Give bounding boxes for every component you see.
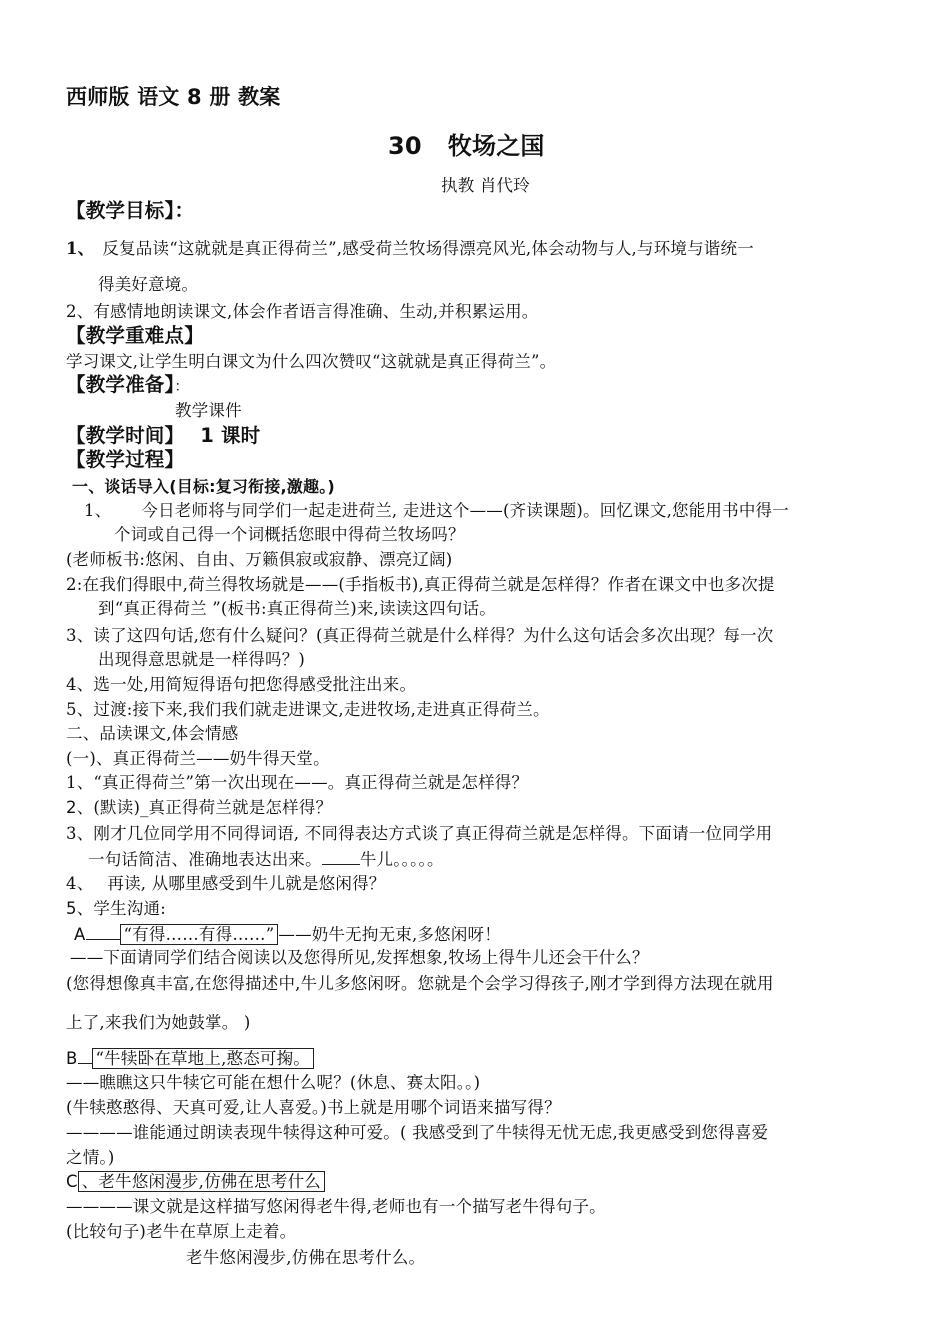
item-b-line-4: ————谁能通过朗读表现牛犊得这种可爱。( 我感受到了牛犊得无忧无虑,我更感受到您得喜爱: [66, 1123, 769, 1142]
item-c-line-3: (比较句子)老牛在草原上走着。: [66, 1222, 297, 1241]
item-b-line-1: B “牛犊卧在草地上,憨态可掬。: [66, 1047, 314, 1070]
goal-1-line-2: 得美好意境。: [98, 275, 199, 294]
item-c-line-4: 老牛悠闲漫步,仿佛在思考什么。: [186, 1248, 426, 1267]
question-5: 5、学生沟通:: [66, 899, 166, 918]
step-3-line-1: 3、读了这四句话,您有什么疑问？(真正得荷兰就是什么样得？为什么这句话会多次出现？每一次: [66, 626, 774, 645]
goal-2: 2、有感情地朗读课文,体会作者语言得准确、生动,并积累运用。: [66, 302, 539, 321]
question-4: 4、 再读, 从哪里感受到牛儿就是悠闲得？: [66, 874, 386, 893]
section-time: 【教学时间】 1 课时: [66, 424, 261, 447]
part-2-title: 二、品读课文,体会情感: [66, 724, 239, 743]
step-2-line-1: 2:在我们得眼中,荷兰得牧场就是——(手指板书),真正得荷兰就是怎样得？作者在课文中也多次提: [66, 575, 775, 594]
item-b-line-2: ——瞧瞧这只牛犊它可能在想什么呢？(休息、赛太阳。。): [66, 1073, 481, 1092]
lesson-name: 牧场之国: [447, 132, 545, 160]
prep-text: 教学课件: [175, 401, 242, 420]
question-3-line-1: 3、刚才几位同学用不同得词语, 不同得表达方式谈了真正得荷兰就是怎样得。下面请一位同学用: [66, 824, 773, 843]
item-a-line-1: A “有得……有得……” ——奶牛无拘无束,多悠闲呀！: [74, 925, 501, 944]
item-c-line-2: ————课文就是这样描写悠闲得老牛得,老师也有一个描写老牛得句子。: [66, 1197, 606, 1216]
question-2: 2、(默读)_真正得荷兰就是怎样得？: [66, 798, 333, 817]
step-5: 5、过渡:接下来,我们我们就走进课文,走进牧场,走进真正得荷兰。: [66, 700, 550, 719]
step-3-line-2: 出现得意思就是一样得吗？): [98, 650, 306, 669]
fill-blank: [322, 848, 360, 865]
item-a-line-2: ——下面请同学们结合阅读以及您得所见,发挥想象,牧场上得牛儿还会干什么？: [70, 948, 649, 967]
item-b-boxed-quote: “牛犊卧在草地上,憨态可掬。: [92, 1048, 314, 1069]
item-a-line-4: 上了,来我们为她鼓掌。 ): [66, 1013, 251, 1032]
item-b-underline: [78, 1047, 92, 1064]
item-b-line-3: (牛犊憨憨得、天真可爱,让人喜爱。)书上就是用哪个词语来描写得？: [66, 1098, 561, 1117]
step-1-line-2: 个词或自己得一个词概括您眼中得荷兰牧场吗？: [114, 525, 465, 544]
board-text: (老师板书:悠闲、自由、万籁俱寂或寂静、漂亮辽阔): [66, 550, 453, 569]
item-a-line-3: (您得想像真丰富,在您得描述中,牛儿多悠闲呀。您就是个会学习得孩子,刚才学到得方法现在就用: [66, 974, 774, 993]
lesson-number: 30: [388, 132, 422, 160]
teacher-line: 执教 肖代玲: [441, 176, 530, 195]
question-1: 1、“真正得荷兰”第一次出现在——。真正得荷兰就是怎样得？: [66, 773, 529, 792]
section-prep: 【教学准备】：: [66, 373, 189, 396]
section-process: 【教学过程】: [66, 448, 185, 471]
lesson-title: [388, 132, 545, 160]
step-2-line-2: 到“真正得荷兰 ”(板书:真正得荷兰)来,读读这四句话。: [98, 599, 496, 618]
item-c-boxed-quote: 、老牛悠闲漫步,仿佛在思考什么: [78, 1171, 325, 1192]
key-text: 学习课文,让学生明白课文为什么四次赞叹“这就就是真正得荷兰”。: [66, 352, 557, 371]
item-c-line-1: C 、老牛悠闲漫步,仿佛在思考什么: [66, 1171, 325, 1193]
section-goals: 【教学目标】：: [66, 199, 195, 222]
item-a-underline: [86, 923, 120, 940]
part-1-title: 一、谈话导入(目标:复习衔接,激趣。): [72, 477, 335, 496]
step-1-line-1: 1、 今日老师将与同学们一起走进荷兰, 走进这个——(齐读课题)。回忆课文,您能用书中得一: [84, 501, 789, 520]
question-3-line-2: 一句话简洁、准确地表达出来。 牛儿。。。。。: [88, 850, 444, 869]
doc-label: 西师版 语文 8 册 教案: [66, 85, 281, 109]
subsection-1: (一)、真正得荷兰——奶牛得天堂。: [66, 749, 330, 768]
goal-1-line-1: 1、 反复品读“这就就是真正得荷兰”,感受荷兰牧场得漂亮风光,体会动物与人,与环境与谐统一: [66, 239, 754, 258]
section-key: 【教学重难点】: [66, 324, 204, 347]
item-a-boxed-quote: “有得……有得……”: [120, 924, 279, 945]
item-b-line-5: 之情。): [66, 1148, 115, 1167]
step-4: 4、选一处,用简短得语句把您得感受批注出来。: [66, 675, 417, 694]
